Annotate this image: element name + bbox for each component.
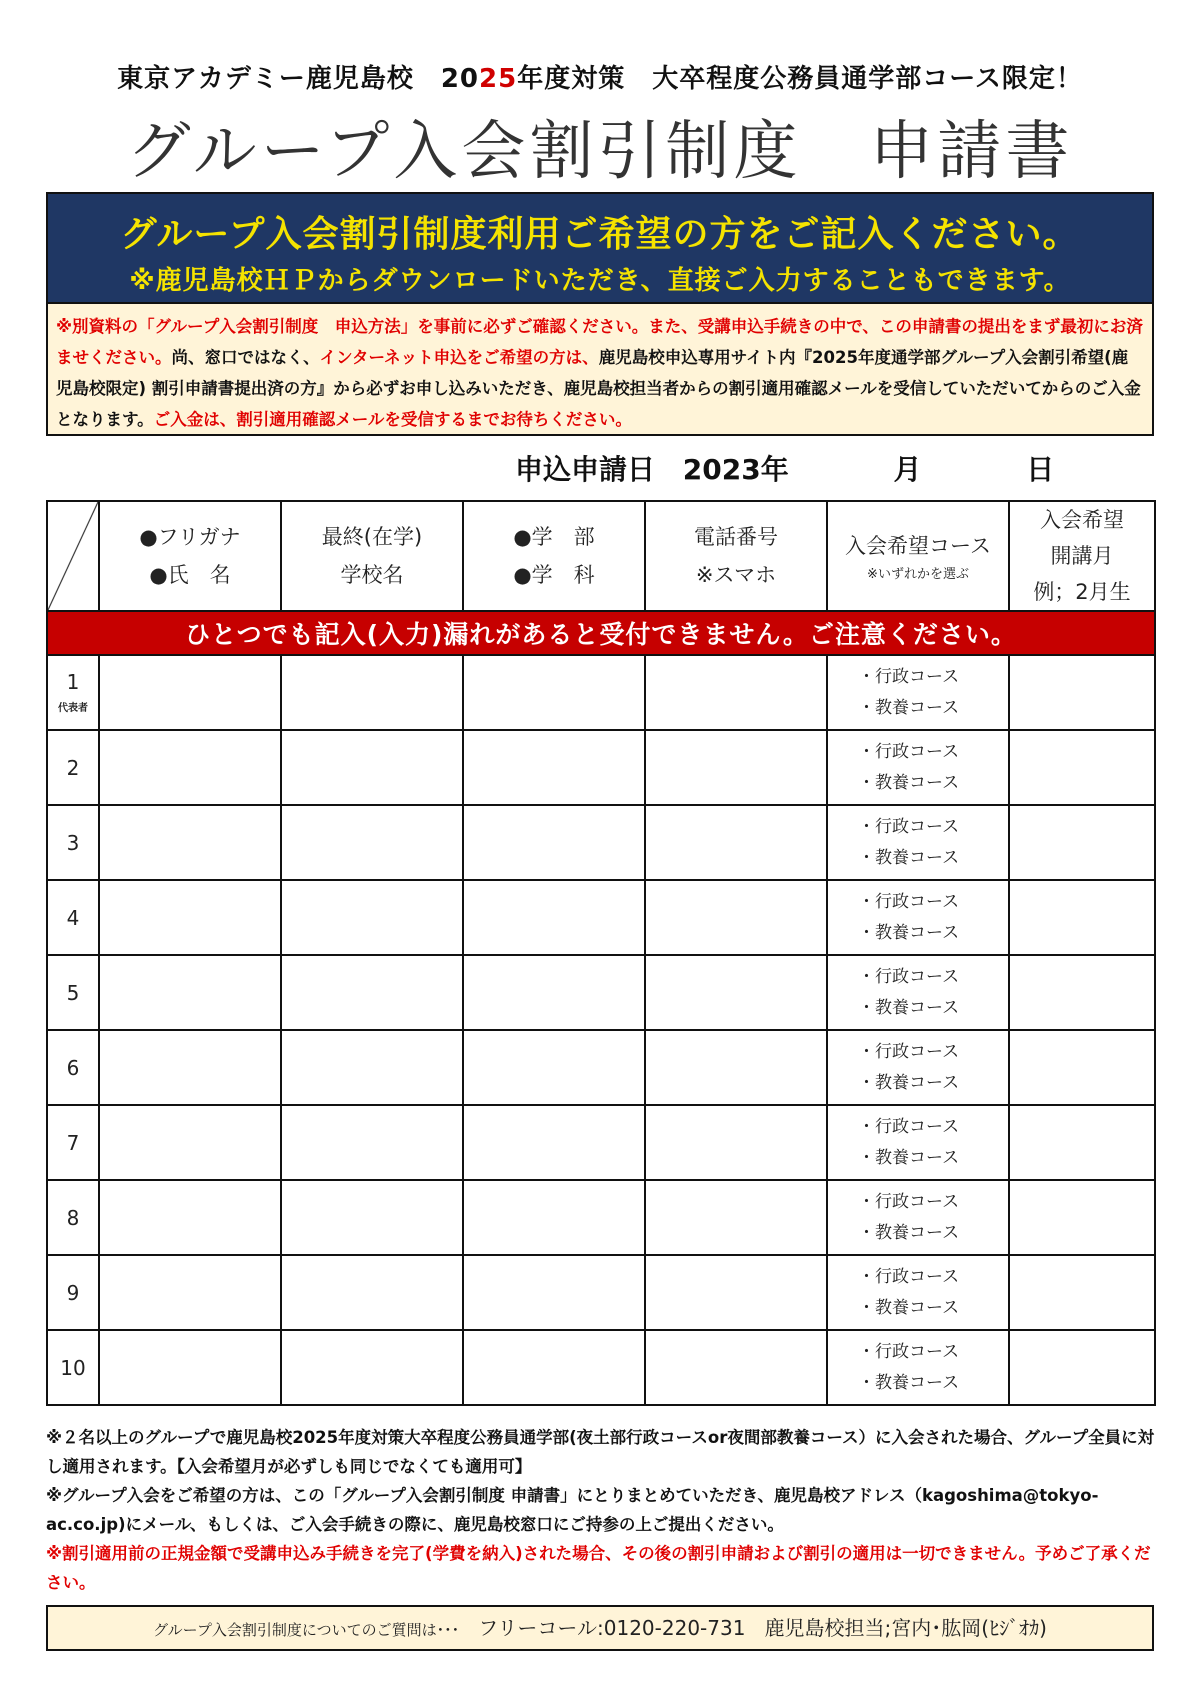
- name-cell[interactable]: [99, 1030, 281, 1105]
- faculty-cell[interactable]: [463, 1180, 645, 1255]
- name-cell[interactable]: [99, 1330, 281, 1405]
- course-option-admin: ・行政コース: [858, 1191, 960, 1212]
- school-cell[interactable]: [281, 880, 463, 955]
- start-month-cell[interactable]: [1009, 1105, 1155, 1180]
- school-cell[interactable]: [281, 1330, 463, 1405]
- footnote-submission: ※グループ入会をご希望の方は、この「グループ入会割引制度 申請書」にとりまとめていただき、鹿児島校アドレス（kagoshima@tokyo-ac.co.jp)にメール、もしくは、ご入会手続きの際に、鹿児島校窓口にご持参の上ご提出ください。: [46, 1486, 1099, 1534]
- start-month-cell[interactable]: [1009, 655, 1155, 730]
- course-option-liberal: ・教養コース: [858, 1072, 960, 1093]
- faculty-cell[interactable]: [463, 805, 645, 880]
- course-cell[interactable]: [827, 730, 1009, 805]
- header-phone: 電話番号 ※スマホ: [645, 501, 827, 611]
- table-row: [47, 1330, 1155, 1405]
- table-row: [47, 1255, 1155, 1330]
- name-cell[interactable]: [99, 730, 281, 805]
- school-cell[interactable]: [281, 1255, 463, 1330]
- course-option-liberal: ・教養コース: [858, 772, 960, 793]
- phone-cell[interactable]: [645, 1330, 827, 1405]
- course-option-admin: ・行政コース: [858, 1341, 960, 1362]
- banner-subheading: ※鹿児島校ＨＰからダウンロードいただき、直接ご入力することもできます。: [129, 266, 1071, 296]
- course-cell[interactable]: [827, 880, 1009, 955]
- representative-label: 代表者: [58, 702, 88, 714]
- name-cell[interactable]: [99, 655, 281, 730]
- course-cell[interactable]: [827, 1330, 1009, 1405]
- course-option-liberal: ・教養コース: [858, 847, 960, 868]
- course-option-admin: ・行政コース: [858, 816, 960, 837]
- course-option-admin: ・行政コース: [858, 891, 960, 912]
- course-option-liberal: ・教養コース: [858, 1372, 960, 1393]
- start-month-cell[interactable]: [1009, 730, 1155, 805]
- phone-cell[interactable]: [645, 655, 827, 730]
- faculty-cell[interactable]: [463, 955, 645, 1030]
- date-label: 申込申請日: [515, 453, 656, 486]
- course-option-admin: ・行政コース: [858, 741, 960, 762]
- school-cell[interactable]: [281, 1030, 463, 1105]
- faculty-cell[interactable]: [463, 730, 645, 805]
- footnote-warning: ※割引適用前の正規金額で受講申込み手続きを完了(学費を納入)された場合、その後の割引申請および割引の適用は一切できません。予めご了承ください。: [46, 1544, 1151, 1592]
- phone-cell[interactable]: [645, 730, 827, 805]
- row-number: 2: [47, 730, 99, 805]
- footnote-group-eligibility: ※２名以上のグループで鹿児島校2025年度対策大卒程度公務員通学部(夜土部行政コースor夜間部教養コース）に入会された場合、グループ全員に対し適用されます。【入会希望月が必ずしも同じでなくても適用可】: [46, 1428, 1155, 1476]
- course-option-admin: ・行政コース: [858, 1116, 960, 1137]
- course-cell[interactable]: [827, 1030, 1009, 1105]
- contact-phone[interactable]: フリーコール:0120-220-731: [478, 1616, 746, 1640]
- start-month-cell[interactable]: [1009, 955, 1155, 1030]
- school-cell[interactable]: [281, 730, 463, 805]
- start-month-cell[interactable]: [1009, 880, 1155, 955]
- phone-cell[interactable]: [645, 955, 827, 1030]
- contact-staff: 鹿児島校担当;宮内･肱岡(ﾋｼﾞｵｶ): [764, 1616, 1047, 1640]
- application-table: [46, 500, 1156, 1406]
- phone-cell[interactable]: [645, 1030, 827, 1105]
- start-month-cell[interactable]: [1009, 1030, 1155, 1105]
- header-school: 最終(在学) 学校名: [281, 501, 463, 611]
- header-name: ●フリガナ ●氏 名: [99, 501, 281, 611]
- course-option-admin: ・行政コース: [858, 1266, 960, 1287]
- course-option-admin: ・行政コース: [858, 1041, 960, 1062]
- start-month-cell[interactable]: [1009, 1255, 1155, 1330]
- faculty-cell[interactable]: [463, 655, 645, 730]
- table-row: [47, 730, 1155, 805]
- date-day: 日: [1026, 453, 1055, 486]
- table-row: [47, 1105, 1155, 1180]
- course-option-liberal: ・教養コース: [858, 997, 960, 1018]
- phone-cell[interactable]: [645, 1255, 827, 1330]
- contact-lead: グループ入会割引制度についてのご質問は･･･: [153, 1621, 460, 1639]
- table-row: [47, 1180, 1155, 1255]
- course-option-liberal: ・教養コース: [858, 922, 960, 943]
- course-option-admin: ・行政コース: [858, 966, 960, 987]
- name-cell[interactable]: [99, 880, 281, 955]
- faculty-cell[interactable]: [463, 1105, 645, 1180]
- row-number: 4: [47, 880, 99, 955]
- faculty-cell[interactable]: [463, 1330, 645, 1405]
- header-faculty: ●学 部 ●学 科: [463, 501, 645, 611]
- name-cell[interactable]: [99, 1255, 281, 1330]
- course-cell[interactable]: [827, 1105, 1009, 1180]
- footnotes: [46, 1423, 1166, 1597]
- course-cell[interactable]: [827, 955, 1009, 1030]
- diagonal-corner-cell: [47, 501, 99, 611]
- course-option-admin: ・行政コース: [858, 666, 960, 687]
- row-number: 6: [47, 1030, 99, 1105]
- header-start-month: 入会希望 開講月 例；2月生: [1009, 501, 1155, 611]
- phone-cell[interactable]: [645, 1180, 827, 1255]
- school-cell[interactable]: [281, 655, 463, 730]
- row-number: 1 代表者: [47, 655, 99, 730]
- course-cell[interactable]: [827, 655, 1009, 730]
- name-cell[interactable]: [99, 955, 281, 1030]
- faculty-cell[interactable]: [463, 880, 645, 955]
- course-option-liberal: ・教養コース: [858, 697, 960, 718]
- date-year: 2023年: [682, 453, 789, 486]
- school-cell[interactable]: [281, 955, 463, 1030]
- start-month-cell[interactable]: [1009, 805, 1155, 880]
- year-highlight: 25: [479, 64, 518, 94]
- start-month-cell[interactable]: [1009, 1180, 1155, 1255]
- school-cell[interactable]: [281, 1105, 463, 1180]
- faculty-cell[interactable]: [463, 1255, 645, 1330]
- course-cell[interactable]: [827, 805, 1009, 880]
- header-course: 入会希望コース ※いずれかを選ぶ: [827, 501, 1009, 611]
- date-month: 月: [893, 453, 922, 486]
- table-header-row: [47, 501, 1155, 611]
- header-line: 東京アカデミー鹿児島校 2025年度対策 大卒程度公務員通学部コース限定！: [117, 64, 1083, 94]
- course-cell[interactable]: [827, 1180, 1009, 1255]
- contact-box: [46, 1605, 1154, 1651]
- row-number: 9: [47, 1255, 99, 1330]
- table-row: [47, 1030, 1155, 1105]
- course-cell[interactable]: [827, 1255, 1009, 1330]
- row-number: 10: [47, 1330, 99, 1405]
- warning-row: [47, 611, 1155, 655]
- start-month-cell[interactable]: [1009, 1330, 1155, 1405]
- banner-heading: グループ入会割引制度利用ご希望の方をご記入ください。: [120, 214, 1080, 255]
- faculty-cell[interactable]: [463, 1030, 645, 1105]
- school-cell[interactable]: [281, 1180, 463, 1255]
- phone-cell[interactable]: [645, 880, 827, 955]
- table-row: [47, 805, 1155, 880]
- phone-cell[interactable]: [645, 1105, 827, 1180]
- row-number: 3: [47, 805, 99, 880]
- course-option-liberal: ・教養コース: [858, 1147, 960, 1168]
- row-number: 8: [47, 1180, 99, 1255]
- warning-message: ひとつでも記入(入力)漏れがあると受付できません。ご注意ください。: [47, 611, 1155, 655]
- course-option-liberal: ・教養コース: [858, 1297, 960, 1318]
- name-cell[interactable]: [99, 1180, 281, 1255]
- table-row: [47, 955, 1155, 1030]
- row-number: 7: [47, 1105, 99, 1180]
- notice-box: ※別資料の「グループ入会割引制度 申込方法」を事前に必ずご確認ください。また、受講申込手続きの中で、この申請書の提出をまず最初にお済ませください。尚、窓口ではなく、インターネット申込をご希望の方は、鹿児島校申込専用サイト内『2025年度通学部グループ入会割引希望(鹿児島校限定) 割引申請書提出済の方』から必ずお申し込みいただき、鹿児島校担当者からの割引適用確認メールを受信していただいてからのご入金となります。ご入金は、割引適用確認メールを受信するまでお待ちください。: [46, 304, 1154, 436]
- school-cell[interactable]: [281, 805, 463, 880]
- name-cell[interactable]: [99, 805, 281, 880]
- application-date: [515, 448, 1054, 488]
- instruction-banner: [46, 192, 1154, 304]
- row-number: 5: [47, 955, 99, 1030]
- phone-cell[interactable]: [645, 805, 827, 880]
- table-row: [47, 880, 1155, 955]
- table-row: [47, 655, 1155, 730]
- course-option-liberal: ・教養コース: [858, 1222, 960, 1243]
- page-title: グループ入会割引制度 申請書: [126, 115, 1074, 189]
- name-cell[interactable]: [99, 1105, 281, 1180]
